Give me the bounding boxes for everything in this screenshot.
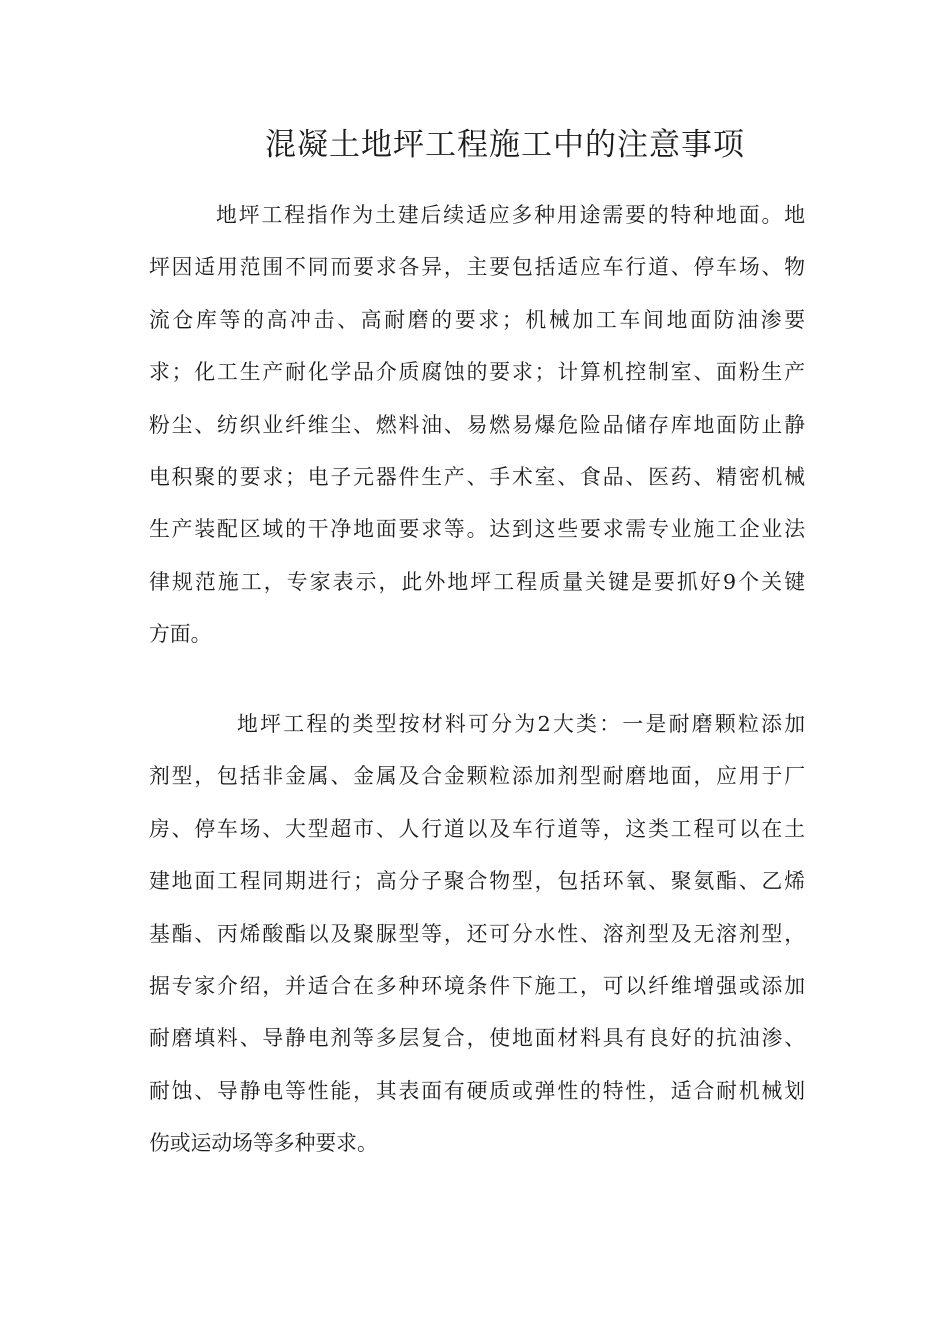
paragraph-line: 坪因适用范围不同而要求各异，主要包括适应车行道、停车场、物 — [149, 255, 805, 280]
paragraph-floor-types — [149, 698, 805, 1170]
paragraph-line: 耐磨填料、导静电剂等多层复合，使地面材料具有良好的抗油渗、 — [149, 1026, 805, 1051]
paragraph-line: 生产装配区域的干净地面要求等。达到这些要求需专业施工企业法 — [149, 517, 805, 542]
paragraph-line: 房、停车场、大型超市、人行道以及车行道等，这类工程可以在土 — [149, 816, 805, 841]
document-title: 混凝土地坪工程施工中的注意事项 — [265, 127, 745, 163]
paragraph-line: 耐蚀、导静电等性能，其表面有硬质或弹性的特性，适合耐机械划 — [149, 1078, 805, 1103]
paragraph-line: 律规范施工，专家表示，此外地坪工程质量关键是要抓好9个关键 — [149, 569, 805, 594]
paragraph-line: 方面。 — [149, 622, 212, 647]
paragraph-line: 地坪工程指作为土建后续适应多种用途需要的特种地面。地 — [216, 203, 805, 227]
paragraph-line: 据专家介绍，并适合在多种环境条件下施工，可以纤维增强或添加 — [149, 974, 805, 999]
paragraph-line: 建地面工程同期进行；高分子聚合物型，包括环氧、聚氨酯、乙烯 — [149, 869, 805, 894]
paragraph-line: 伤或运动场等多种要求。 — [149, 1131, 378, 1156]
paragraph-line: 基酯、丙烯酸酯以及聚脲型等，还可分水性、溶剂型及无溶剂型， — [149, 921, 805, 946]
paragraph-line: 地坪工程的类型按材料可分为2大类：一是耐磨颗粒添加 — [237, 712, 805, 736]
paragraph-line: 求；化工生产耐化学品介质腐蚀的要求；计算机控制室、面粉生产 — [149, 360, 805, 385]
paragraph-line: 剂型，包括非金属、金属及合金颗粒添加剂型耐磨地面，应用于厂 — [149, 764, 805, 789]
paragraph-line: 电积聚的要求；电子元器件生产、手术室、食品、医药、精密机械 — [149, 465, 805, 490]
paragraph-floor-engineering-intro — [149, 189, 805, 661]
paragraph-line: 流仓库等的高冲击、高耐磨的要求；机械加工车间地面防油渗要 — [149, 307, 805, 332]
paragraph-line: 粉尘、纺织业纤维尘、燃料油、易燃易爆危险品储存库地面防止静 — [149, 412, 805, 437]
